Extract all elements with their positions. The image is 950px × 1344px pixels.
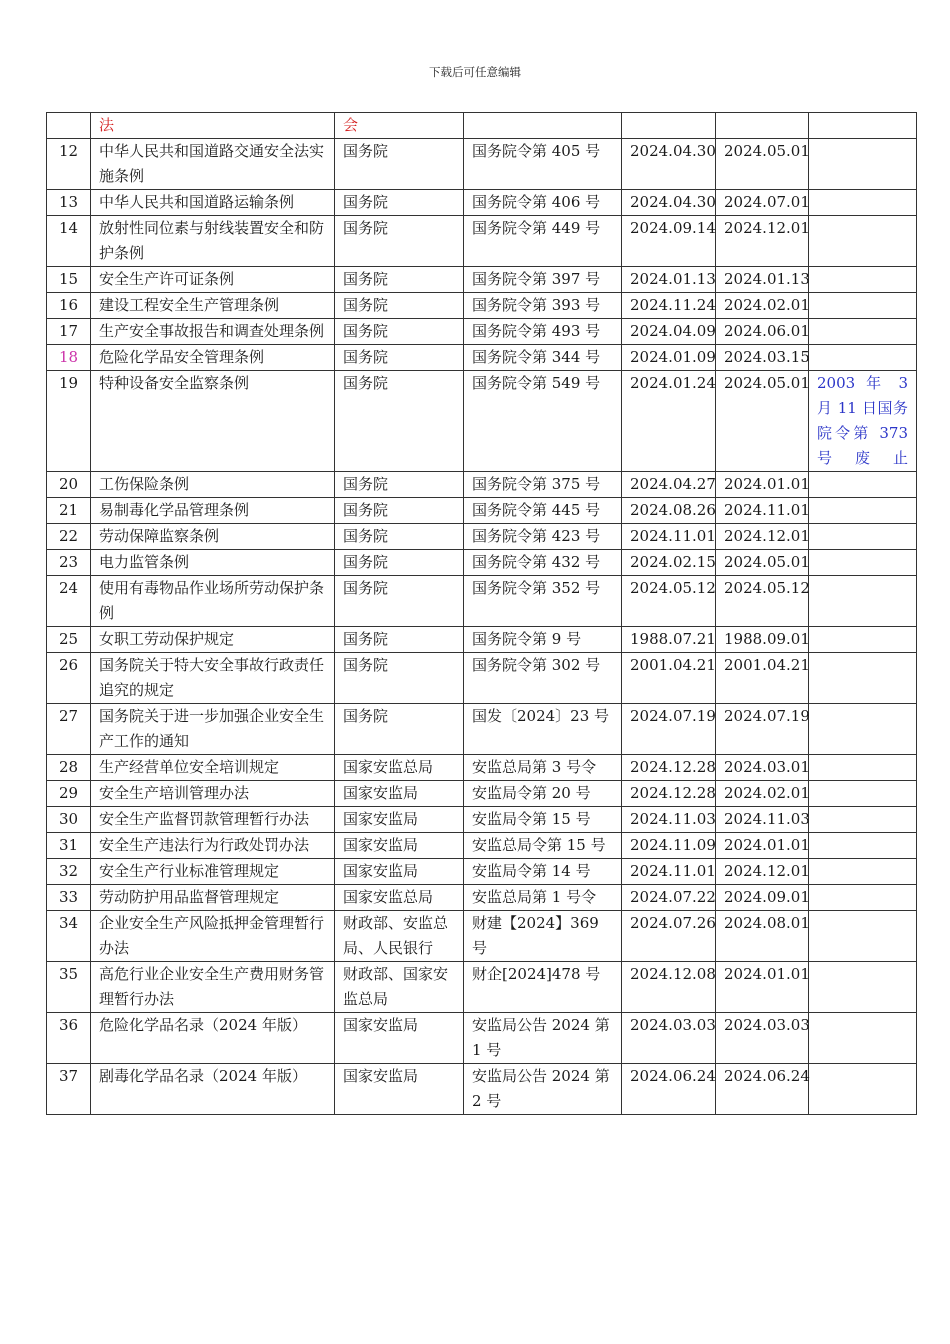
table-cell-name: 易制毒化学品管理条例 xyxy=(91,498,335,524)
table-cell-effective: 2024.08.01 xyxy=(716,911,809,962)
table-cell-issuer: 财政部、国家安监总局 xyxy=(335,962,464,1013)
table-cell-published: 2024.08.26 xyxy=(622,498,716,524)
table-cell-name: 生产经营单位安全培训规定 xyxy=(91,755,335,781)
table-cell-published: 2024.01.09 xyxy=(622,345,716,371)
table-cell-name: 生产安全事故报告和调查处理条例 xyxy=(91,319,335,345)
table-cell-effective: 2024.05.01 xyxy=(716,550,809,576)
table-row xyxy=(47,807,917,833)
table-cell-doc: 财建【2024】369 号 xyxy=(464,911,622,962)
table-cell-issuer: 国务院 xyxy=(335,472,464,498)
table-cell: 会 xyxy=(335,113,464,139)
table-cell-issuer: 国家安监局 xyxy=(335,807,464,833)
table-cell-doc: 安监局公告 2024 第 2 号 xyxy=(464,1064,622,1115)
table-cell-note xyxy=(809,859,917,885)
table-cell-doc: 国务院令第 302 号 xyxy=(464,653,622,704)
table-cell-published: 2024.11.03 xyxy=(622,807,716,833)
table-cell-issuer: 财政部、安监总局、人民银行 xyxy=(335,911,464,962)
table-row xyxy=(47,962,917,1013)
table-cell-no: 19 xyxy=(47,371,91,472)
table-cell-issuer: 国务院 xyxy=(335,267,464,293)
table-cell-published: 2001.04.21 xyxy=(622,653,716,704)
table-row xyxy=(47,781,917,807)
table-cell-published: 2024.04.30 xyxy=(622,190,716,216)
table-cell-doc: 国务院令第 375 号 xyxy=(464,472,622,498)
table-cell-published: 2024.11.01 xyxy=(622,524,716,550)
table-cell-issuer: 国家安监局 xyxy=(335,781,464,807)
table-cell-doc: 国务院令第 445 号 xyxy=(464,498,622,524)
table-cell-issuer: 国家安监总局 xyxy=(335,885,464,911)
table-row xyxy=(47,653,917,704)
table-row xyxy=(47,550,917,576)
table-cell xyxy=(622,113,716,139)
table-cell-effective: 2024.11.03 xyxy=(716,807,809,833)
table-cell-doc: 安监局令第 14 号 xyxy=(464,859,622,885)
table-cell-no: 36 xyxy=(47,1013,91,1064)
table-cell-published: 2024.07.26 xyxy=(622,911,716,962)
table-cell xyxy=(47,113,91,139)
table-cell-effective: 2024.03.03 xyxy=(716,1013,809,1064)
table-cell-effective: 1988.09.01 xyxy=(716,627,809,653)
table-cell-note xyxy=(809,1064,917,1115)
table-row-partial xyxy=(47,113,917,139)
table-cell-doc: 安监局公告 2024 第 1 号 xyxy=(464,1013,622,1064)
table-cell-effective: 2024.11.01 xyxy=(716,498,809,524)
table-row xyxy=(47,627,917,653)
table-cell-note xyxy=(809,216,917,267)
table-cell-effective: 2024.03.01 xyxy=(716,755,809,781)
table-row xyxy=(47,911,917,962)
table-cell-doc: 国务院令第 393 号 xyxy=(464,293,622,319)
table-cell-note xyxy=(809,755,917,781)
table-cell-doc: 国务院令第 493 号 xyxy=(464,319,622,345)
table-cell-issuer: 国务院 xyxy=(335,576,464,627)
table-cell-no: 18 xyxy=(47,345,91,371)
table-cell-effective: 2024.06.24 xyxy=(716,1064,809,1115)
table-cell-issuer: 国家安监局 xyxy=(335,859,464,885)
table-cell-doc: 国务院令第 432 号 xyxy=(464,550,622,576)
table-cell-published: 2024.06.24 xyxy=(622,1064,716,1115)
table-cell-effective: 2024.07.19 xyxy=(716,704,809,755)
table-cell-name: 使用有毒物品作业场所劳动保护条例 xyxy=(91,576,335,627)
table-cell-issuer: 国务院 xyxy=(335,653,464,704)
table-cell-no: 34 xyxy=(47,911,91,962)
table-cell-published: 2024.12.08 xyxy=(622,962,716,1013)
table-cell-published: 2024.04.09 xyxy=(622,319,716,345)
table-cell-issuer: 国务院 xyxy=(335,139,464,190)
table-cell-name: 危险化学品名录（2024 年版） xyxy=(91,1013,335,1064)
table-cell-effective: 2024.05.12 xyxy=(716,576,809,627)
table-cell-effective: 2024.03.15 xyxy=(716,345,809,371)
table-cell-issuer: 国务院 xyxy=(335,293,464,319)
table-cell-no: 26 xyxy=(47,653,91,704)
table-cell-no: 33 xyxy=(47,885,91,911)
table-cell-doc: 安监总局令第 15 号 xyxy=(464,833,622,859)
table-row xyxy=(47,345,917,371)
table-cell-name: 特种设备安全监察条例 xyxy=(91,371,335,472)
table-cell-effective: 2024.05.01 xyxy=(716,371,809,472)
table-cell-no: 25 xyxy=(47,627,91,653)
table-cell-name: 劳动保障监察条例 xyxy=(91,524,335,550)
table-cell-doc: 国务院令第 405 号 xyxy=(464,139,622,190)
table-cell-note xyxy=(809,190,917,216)
table-cell-effective: 2024.01.13 xyxy=(716,267,809,293)
table-cell-issuer: 国务院 xyxy=(335,190,464,216)
table-cell-no: 21 xyxy=(47,498,91,524)
table-cell-name: 剧毒化学品名录（2024 年版） xyxy=(91,1064,335,1115)
table-cell-effective: 2024.12.01 xyxy=(716,859,809,885)
table-cell-note xyxy=(809,807,917,833)
table-cell-effective: 2024.07.01 xyxy=(716,190,809,216)
table-cell-issuer: 国务院 xyxy=(335,704,464,755)
table-cell-published: 2024.01.24 xyxy=(622,371,716,472)
table-row xyxy=(47,371,917,472)
table-cell-published: 2024.09.14 xyxy=(622,216,716,267)
table-row xyxy=(47,704,917,755)
table-cell-no: 22 xyxy=(47,524,91,550)
table-cell-name: 中华人民共和国道路运输条例 xyxy=(91,190,335,216)
table-cell-issuer: 国家安监局 xyxy=(335,1013,464,1064)
table-cell-published: 2024.02.15 xyxy=(622,550,716,576)
table-cell-effective: 2024.12.01 xyxy=(716,524,809,550)
table-cell-name: 安全生产违法行为行政处罚办法 xyxy=(91,833,335,859)
table-cell-no: 23 xyxy=(47,550,91,576)
table-row xyxy=(47,524,917,550)
table-cell-published: 1988.07.21 xyxy=(622,627,716,653)
table-cell-doc: 安监总局第 1 号令 xyxy=(464,885,622,911)
table-cell-no: 15 xyxy=(47,267,91,293)
table-cell-issuer: 国家安监局 xyxy=(335,833,464,859)
table-row xyxy=(47,472,917,498)
table-cell-no: 35 xyxy=(47,962,91,1013)
table-cell-no: 16 xyxy=(47,293,91,319)
table-cell-doc: 国务院令第 344 号 xyxy=(464,345,622,371)
table-cell-note xyxy=(809,576,917,627)
table-cell-effective: 2024.02.01 xyxy=(716,781,809,807)
table-cell-no: 12 xyxy=(47,139,91,190)
regulations-table xyxy=(46,112,917,1115)
table-body xyxy=(47,139,917,1115)
table-cell-name: 高危行业企业安全生产费用财务管理暂行办法 xyxy=(91,962,335,1013)
table-cell-name: 危险化学品安全管理条例 xyxy=(91,345,335,371)
table-cell-issuer: 国家安监总局 xyxy=(335,755,464,781)
table-cell-doc: 国务院令第 406 号 xyxy=(464,190,622,216)
table-row xyxy=(47,216,917,267)
page-header-note: 下载后可任意编辑 xyxy=(429,65,521,79)
table-cell-note xyxy=(809,627,917,653)
table-cell-doc: 国务院令第 449 号 xyxy=(464,216,622,267)
table-cell-name: 建设工程安全生产管理条例 xyxy=(91,293,335,319)
table-cell-doc: 国发〔2024〕23 号 xyxy=(464,704,622,755)
table-cell-name: 安全生产监督罚款管理暂行办法 xyxy=(91,807,335,833)
table-row xyxy=(47,859,917,885)
table-cell-note xyxy=(809,704,917,755)
table-row xyxy=(47,319,917,345)
table-cell-doc: 国务院令第 397 号 xyxy=(464,267,622,293)
table-row xyxy=(47,498,917,524)
table-cell-note: 2003 年 3 月 11 日国务院令第 373 号废止 xyxy=(809,371,917,472)
table-cell-name: 国务院关于进一步加强企业安全生产工作的通知 xyxy=(91,704,335,755)
table-cell-name: 电力监管条例 xyxy=(91,550,335,576)
table-cell-note xyxy=(809,319,917,345)
table-cell-effective: 2024.09.01 xyxy=(716,885,809,911)
table-cell-name: 中华人民共和国道路交通安全法实施条例 xyxy=(91,139,335,190)
table-cell-doc: 国务院令第 423 号 xyxy=(464,524,622,550)
table-cell-effective: 2024.01.01 xyxy=(716,833,809,859)
table-row xyxy=(47,190,917,216)
table-cell-name: 安全生产许可证条例 xyxy=(91,267,335,293)
table-cell-name: 安全生产培训管理办法 xyxy=(91,781,335,807)
table-cell-effective: 2024.12.01 xyxy=(716,216,809,267)
table-cell-published: 2024.04.30 xyxy=(622,139,716,190)
table-cell-no: 31 xyxy=(47,833,91,859)
table-cell-no: 13 xyxy=(47,190,91,216)
table-cell-note xyxy=(809,472,917,498)
table-cell-published: 2024.04.27 xyxy=(622,472,716,498)
table-cell-published: 2024.05.12 xyxy=(622,576,716,627)
table-cell-no: 29 xyxy=(47,781,91,807)
table-cell-issuer: 国务院 xyxy=(335,216,464,267)
table-cell-doc: 财企[2024]478 号 xyxy=(464,962,622,1013)
table-cell-issuer: 国务院 xyxy=(335,524,464,550)
table-cell-no: 28 xyxy=(47,755,91,781)
table-cell-note xyxy=(809,833,917,859)
table-cell-doc: 安监总局第 3 号令 xyxy=(464,755,622,781)
table-cell-note xyxy=(809,293,917,319)
table-cell-note xyxy=(809,498,917,524)
table-cell-effective: 2024.01.01 xyxy=(716,472,809,498)
table-cell xyxy=(809,113,917,139)
table-cell-published: 2024.07.19 xyxy=(622,704,716,755)
table-row xyxy=(47,885,917,911)
table-cell-published: 2024.12.28 xyxy=(622,755,716,781)
table-cell-published: 2024.07.22 xyxy=(622,885,716,911)
table-cell-name: 女职工劳动保护规定 xyxy=(91,627,335,653)
table-cell-issuer: 国家安监局 xyxy=(335,1064,464,1115)
table-cell-no: 37 xyxy=(47,1064,91,1115)
table-cell-note xyxy=(809,962,917,1013)
table-cell-note xyxy=(809,781,917,807)
table-cell-name: 企业安全生产风险抵押金管理暂行办法 xyxy=(91,911,335,962)
table-cell-issuer: 国务院 xyxy=(335,550,464,576)
table-cell-published: 2024.11.24 xyxy=(622,293,716,319)
table-cell-effective: 2024.05.01 xyxy=(716,139,809,190)
table-cell xyxy=(716,113,809,139)
table-row xyxy=(47,267,917,293)
table-cell-issuer: 国务院 xyxy=(335,371,464,472)
table-cell-note xyxy=(809,139,917,190)
table-cell-no: 30 xyxy=(47,807,91,833)
table-cell-note xyxy=(809,550,917,576)
table-cell-note xyxy=(809,524,917,550)
table-row xyxy=(47,1064,917,1115)
table-row xyxy=(47,833,917,859)
table-cell-issuer: 国务院 xyxy=(335,498,464,524)
table-cell-name: 安全生产行业标准管理规定 xyxy=(91,859,335,885)
table-cell-doc: 安监局令第 15 号 xyxy=(464,807,622,833)
table-cell-name: 工伤保险条例 xyxy=(91,472,335,498)
table-cell-note xyxy=(809,1013,917,1064)
table-cell-no: 24 xyxy=(47,576,91,627)
table-cell-published: 2024.11.01 xyxy=(622,859,716,885)
table-cell-note xyxy=(809,345,917,371)
table-cell-issuer: 国务院 xyxy=(335,319,464,345)
table-cell-issuer: 国务院 xyxy=(335,627,464,653)
table-cell-published: 2024.11.09 xyxy=(622,833,716,859)
table-cell-effective: 2024.06.01 xyxy=(716,319,809,345)
table-cell-no: 32 xyxy=(47,859,91,885)
table-cell: 法 xyxy=(91,113,335,139)
table-cell-doc: 国务院令第 352 号 xyxy=(464,576,622,627)
table-row xyxy=(47,755,917,781)
table-cell-doc: 安监局令第 20 号 xyxy=(464,781,622,807)
table-row xyxy=(47,576,917,627)
table-cell-effective: 2001.04.21 xyxy=(716,653,809,704)
table-cell-no: 27 xyxy=(47,704,91,755)
table-cell-no: 14 xyxy=(47,216,91,267)
table-cell-published: 2024.01.13 xyxy=(622,267,716,293)
table-cell-doc: 国务院令第 549 号 xyxy=(464,371,622,472)
table-cell-published: 2024.03.03 xyxy=(622,1013,716,1064)
table-cell xyxy=(464,113,622,139)
table-cell-name: 劳动防护用品监督管理规定 xyxy=(91,885,335,911)
table-cell-note xyxy=(809,267,917,293)
table-cell-note xyxy=(809,653,917,704)
table-cell-issuer: 国务院 xyxy=(335,345,464,371)
table-row xyxy=(47,139,917,190)
table-cell-name: 国务院关于特大安全事故行政责任追究的规定 xyxy=(91,653,335,704)
table-cell-name: 放射性同位素与射线装置安全和防护条例 xyxy=(91,216,335,267)
table-cell-effective: 2024.02.01 xyxy=(716,293,809,319)
table-cell-note xyxy=(809,885,917,911)
table-cell-effective: 2024.01.01 xyxy=(716,962,809,1013)
table-cell-doc: 国务院令第 9 号 xyxy=(464,627,622,653)
table-cell-note xyxy=(809,911,917,962)
table-cell-published: 2024.12.28 xyxy=(622,781,716,807)
table-cell-no: 17 xyxy=(47,319,91,345)
table-row xyxy=(47,1013,917,1064)
table-row xyxy=(47,293,917,319)
table-cell-no: 20 xyxy=(47,472,91,498)
